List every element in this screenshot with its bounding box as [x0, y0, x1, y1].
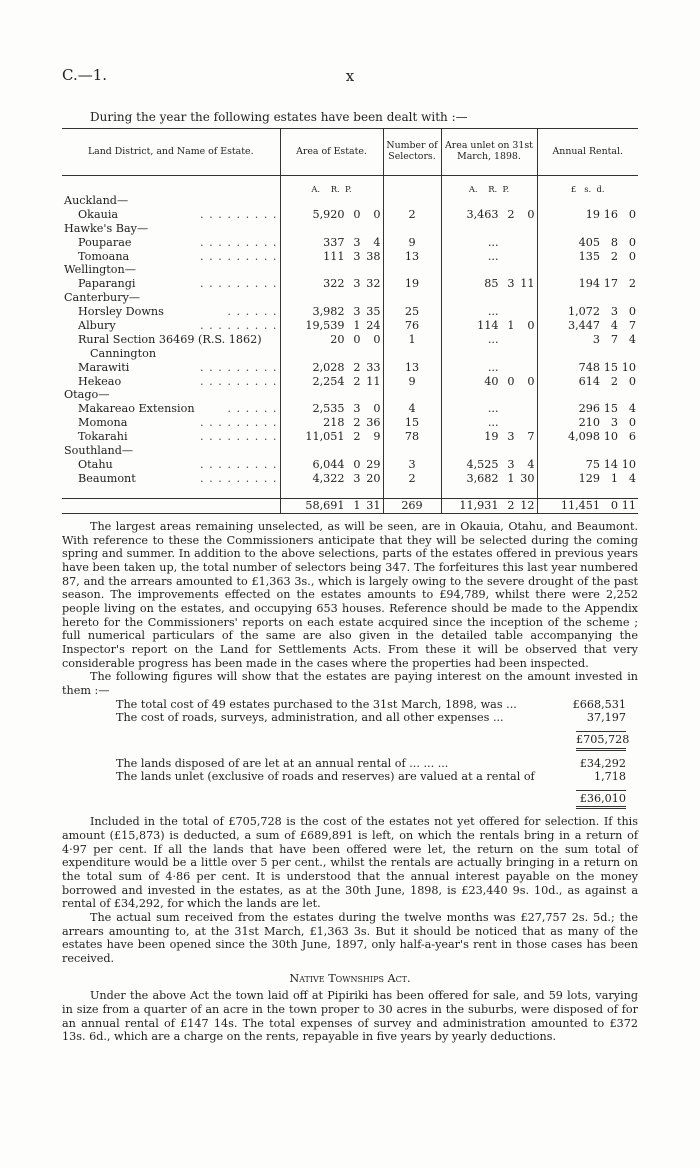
column-header-area: Area of Estate. [280, 129, 383, 176]
selectors-count: 2 [383, 208, 441, 222]
estates-table [62, 128, 638, 514]
estate-name: Momona . . . . . . . . . [78, 416, 278, 430]
calc-row: The lands unlet (exclusive of roads and reserves) are valued at a rental of 1,718 [116, 770, 626, 784]
selectors-count: 2 [383, 472, 441, 486]
selectors-count: 9 [383, 375, 441, 389]
district-row [62, 444, 638, 458]
calc-row: The lands disposed of are let at an annual rental of ... ... ... £34,292 [116, 756, 626, 770]
table-body [62, 176, 638, 514]
estate-name: Tomoana . . . . . . . . . [78, 249, 278, 263]
selectors-count: 15 [383, 416, 441, 430]
column-header-selectors: Number of Selectors. [383, 129, 441, 176]
estate-name: Beaumont . . . . . . . . . [78, 471, 278, 485]
district-name: Auckland— [64, 194, 129, 207]
paragraph: Included in the total of £705,728 is the cost of the estates not yet offered for selection. If this amount (£15,873) is deducted, a sum of £689,891 is left, on which the rentals bring in a return of 4·97 per cent. If all the lands that have been offered were let, the return on the sum total of expenditure would be a little over 5 per cent., whilst the rentals are actually bringing in a return on the total sum of 4·86 per cent. It is understood that the annual interest payable on the money borrowed and invested in the estates, as at the 30th June, 1898, is £23,440 9s. 10d., as against a rental of £34,292, for which the lands are let. [62, 815, 638, 911]
continuation-row [62, 347, 638, 361]
table-row: Momona . . . . . . . . . 218 2 36 15 ... 210 3 0 [62, 416, 638, 430]
units-row: A. R. P. A. R. P. £ s. d. [62, 176, 638, 195]
report-body [62, 520, 638, 1044]
estate-name: Tokarahi . . . . . . . . . [78, 430, 278, 444]
district-name: Wellington— [64, 263, 136, 277]
table-row: Tokarahi . . . . . . . . . 11,051 2 9 78 19 3 7 4,098 10 6 [62, 430, 638, 444]
table-row: Beaumont . . . . . . . . . 4,322 3 20 2 3,682 1 30 129 1 4 [62, 472, 638, 486]
table-row: Otahu . . . . . . . . . 6,044 0 29 3 4,525 3 4 75 14 10 [62, 458, 638, 472]
estate-name: Okauia . . . . . . . . . [78, 207, 278, 221]
section-heading: Native Townships Act. [289, 971, 411, 985]
column-header-unlet: Area unlet on 31st March, 1898. [441, 129, 537, 176]
selectors-count: 4 [383, 402, 441, 416]
total-selectors: 269 [383, 499, 441, 514]
calc-row: The total cost of 49 estates purchased to the 31st March, 1898, was ... £668,531 [116, 697, 626, 711]
table-header-row [62, 129, 638, 176]
selectors-count: 9 [383, 236, 441, 250]
page-number: x [345, 67, 355, 85]
estate-name: Pouparae . . . . . . . . . [78, 235, 278, 249]
paragraph: The actual sum received from the estates during the twelve months was £27,757 2s. 5d.; the arrears amounting to, at the 31st March, £1,363 3s. But it should be noticed that as many of the estates have been opened since the 30th June, 1897, only half-a-year's rent in those cases has been received. [62, 911, 638, 966]
selectors-count: 13 [383, 361, 441, 375]
page-header [62, 66, 638, 86]
selectors-count: 1 [383, 333, 441, 347]
district-name: Canterbury— [64, 291, 141, 305]
district-row [62, 263, 638, 277]
paragraph: The following figures will show that the estates are paying interest on the amount invested in them :— [62, 670, 638, 697]
selectors-count: 13 [383, 250, 441, 264]
district-row [62, 291, 638, 305]
column-header-name: Land District, and Name of Estate. [62, 129, 280, 176]
table-row: Tomoana . . . . . . . . . 111 3 38 13 ... 135 2 0 [62, 250, 638, 264]
district-name: Southland— [64, 444, 134, 458]
table-row: Albury . . . . . . . . . 19,539 1 24 76 114 1 0 3,447 4 7 [62, 319, 638, 333]
table-row: Paparangi . . . . . . . . . 322 3 32 19 85 3 11 194 17 2 [62, 277, 638, 291]
cost-calculation [116, 697, 630, 816]
cost-total: £705,728 [576, 731, 626, 751]
paragraph: Under the above Act the town laid off at Pipiriki has been offered for sale, and 59 lots, varying in size from a quarter of an acre in the town proper to 30 acres in the suburbs, were disposed of for an annual rental of £147 14s. The total expenses of survey and administration amounted to £372 13s. 6d., which are a charge on the rents, repayable in five years by yearly deductions. [62, 989, 638, 1044]
table-intro: During the year the following estates have been dealt with :— [90, 110, 468, 124]
selectors-count: 76 [383, 319, 441, 333]
selectors-count: 25 [383, 305, 441, 319]
estate-name: Makareao Extension . . . . . . [78, 402, 278, 416]
table-row: Horsley Downs . . . . . . 3,982 3 35 25 ... 1,072 3 0 [62, 305, 638, 319]
estate-name: Paparangi . . . . . . . . . [78, 277, 278, 291]
estate-name: Albury . . . . . . . . . [78, 319, 278, 333]
estate-name: Otahu . . . . . . . . . [78, 457, 278, 471]
estate-name: Rural Section 36469 (R.S. 1862) [62, 333, 280, 347]
total-row: 58,691 1 31 269 11,931 2 12 11,451 0 11 [62, 499, 638, 514]
estate-name: Marawiti . . . . . . . . . [78, 360, 278, 374]
column-header-rental: Annual Rental. [537, 129, 638, 176]
selectors-count: 78 [383, 430, 441, 444]
district-name: Otago— [64, 388, 110, 402]
table-row: Hekeao . . . . . . . . . 2,254 2 11 9 40 0 0 614 2 0 [62, 375, 638, 389]
table-row: Pouparae . . . . . . . . . 337 3 4 9 ... 405 8 0 [62, 236, 638, 250]
table-row: Marawiti . . . . . . . . . 2,028 2 33 13 ... 748 15 10 [62, 361, 638, 375]
document-reference: C.—1. [62, 66, 108, 84]
district-name: Hawke's Bay— [64, 221, 149, 235]
district-row [62, 388, 638, 402]
table-row: Rural Section 36469 (R.S. 1862) 20 0 0 1 ... 3 7 4 [62, 333, 638, 347]
estate-name: Horsley Downs . . . . . . [78, 305, 278, 319]
rental-total: £36,010 [576, 790, 626, 810]
selectors-count: 3 [383, 458, 441, 472]
district-row [62, 194, 638, 208]
paragraph: The largest areas remaining unselected, as will be seen, are in Okauia, Otahu, and Beaumont. With reference to these the Commissioners anticipate that they will be selected during the coming spring and summer. In addition to the above selections, parts of the estates offered in previous years have been taken up, the total number of selectors being 347. The forfeitures this last year numbered 87, and the arrears amounted to £1,363 3s., which is largely owing to the severe drought of the past season. The improvements effected on the estates amounts to £94,789, whilst there were 2,252 people living on the estates, and occupying 653 houses. Reference should be made to the Appendix hereto for the Commissioners' reports on each estate acquired since the inception of the scheme ; full numerical particulars of the same are also given in the detailed table accompanying the Inspector's report on the Land for Settlements Acts. From these it will be observed that very considerable progress has been made in the cases where the properties had been inspected. [62, 520, 638, 670]
table-row: Makareao Extension . . . . . . 2,535 3 0 4 ... 296 15 4 [62, 402, 638, 416]
estate-name: Hekeao . . . . . . . . . [78, 374, 278, 388]
calc-row: The cost of roads, surveys, administration, and all other expenses ... 37,197 [116, 711, 626, 725]
selectors-count: 19 [383, 277, 441, 291]
district-row [62, 222, 638, 236]
table-row: Okauia . . . . . . . . . 5,920 0 0 2 3,463 2 0 19 16 0 [62, 208, 638, 222]
estate-name-continued: Cannington [90, 346, 157, 360]
